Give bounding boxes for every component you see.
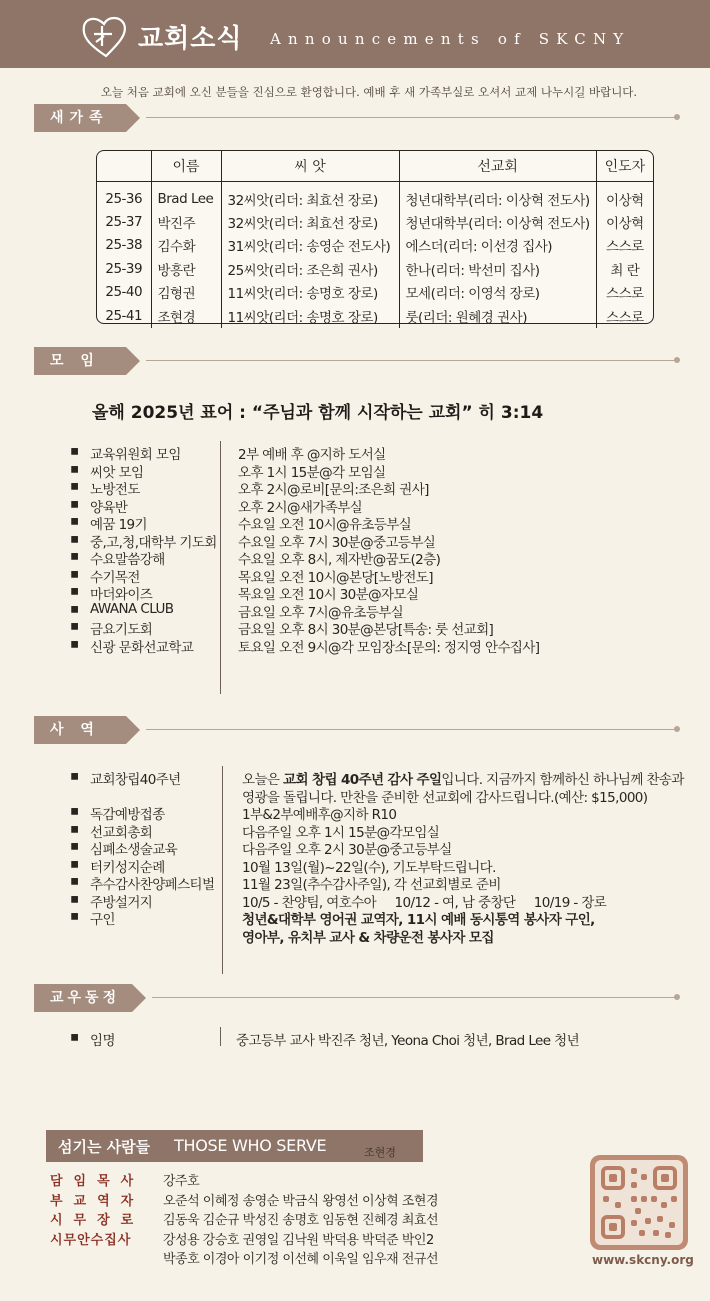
section-title: 새가족 (34, 104, 126, 132)
table-cell: 25-40 (105, 284, 143, 301)
serve-banner (46, 1130, 423, 1162)
list-item (70, 1029, 670, 1047)
table-cell: 이상혁 (596, 210, 653, 234)
year-motto: 올해 2025년 표어 : “주님과 함께 시작하는 교회” 히 3:14 (92, 403, 544, 423)
header-title: 교회소식 (138, 24, 243, 54)
list-item (70, 768, 684, 788)
bullet-icon: ▪ (70, 478, 79, 494)
header-banner (0, 0, 710, 68)
item-value: 다음주일 오후 1시 15분@각모임실 (242, 824, 440, 841)
list-item (70, 548, 630, 566)
qr-code[interactable] (590, 1155, 688, 1250)
table-cell: 11씨앗(리더: 송명호 장로) (221, 281, 399, 305)
divider (146, 729, 676, 730)
list-item (70, 838, 670, 856)
welcome-message: 오늘 처음 교회에 오신 분들을 진심으로 환영합니다. 예배 후 새 가족부실로 오셔서 교제 나누시길 바랍니다. (100, 85, 638, 99)
table-cell: 31씨앗(리더: 송영순 전도사) (221, 234, 399, 258)
bullet-icon: ▪ (70, 583, 79, 599)
list-item-continued (70, 926, 670, 944)
divider-dot (674, 357, 680, 363)
list-item (70, 891, 670, 909)
staff-names: 김동욱 김순규 박성진 송명호 임동현 진혜경 최효선 (163, 1213, 439, 1228)
list-item (70, 873, 670, 891)
table-cell: 11씨앗(리더: 송명호 장로) (221, 304, 399, 328)
column-header: 씨 앗 (221, 151, 399, 181)
header-subtitle: Announcements of SKCNY (270, 30, 631, 48)
section-ministry (34, 716, 682, 744)
item-value: 오후 1시 15분@각 모임실 (238, 464, 386, 481)
divider (146, 360, 676, 361)
section-news (34, 984, 682, 1012)
item-label: 교육위원회 모임 (90, 447, 181, 463)
table-cell: 25-39 (105, 260, 143, 277)
section-title: 모 임 (34, 347, 126, 375)
list-item (70, 443, 630, 461)
table-row (97, 234, 653, 258)
item-label: 교회창립40주년 (90, 772, 181, 788)
bullet-icon: ▪ (70, 495, 79, 512)
table-cell: 조현경 (151, 304, 221, 328)
table-cell: 25-36 (105, 190, 143, 207)
list-item-continued (70, 786, 670, 804)
bullet-icon: ▪ (70, 513, 79, 529)
new-family-table-box (96, 150, 654, 324)
column-header (97, 151, 151, 181)
table-cell: 25-38 (105, 237, 143, 254)
staff-role: 시무안수집사 (50, 1232, 132, 1248)
staff-role: 부교역자 (50, 1193, 145, 1209)
item-label: AWANA CLUB (90, 600, 174, 617)
list-item (70, 461, 630, 479)
table-row (97, 281, 653, 305)
divider-dot (674, 114, 680, 120)
item-value: 영광을 돌립니다. 만찬을 준비한 선교회에 감사드립니다.(예산: $15,000) (242, 789, 648, 806)
staff-names: 강성용 강승호 권영일 김낙원 박덕용 박덕준 박인2 (163, 1232, 434, 1248)
table-cell: 스스로 (596, 281, 653, 305)
bullet-icon: ▪ (70, 803, 79, 819)
list-item (70, 821, 670, 839)
section-gatherings (34, 347, 682, 375)
column-header: 선교회 (399, 151, 596, 181)
item-value: 중고등부 교사 박진주 청년, Yeona Choi 청년, Brad Lee 청년 (236, 1033, 580, 1049)
item-label: 구인 (90, 912, 115, 928)
anniv-text: 오늘은 (242, 772, 284, 788)
staff-role: 시무장로 (50, 1213, 145, 1228)
divider-dot (674, 726, 680, 732)
serve-author: 조현경 (364, 1146, 396, 1159)
list-item (70, 513, 630, 531)
section-new-family (34, 104, 682, 132)
item-label: 터키성지순례 (90, 859, 165, 876)
bullet-icon: ▪ (70, 565, 79, 582)
table-cell: Brad Lee (151, 181, 221, 210)
item-label: 임명 (90, 1033, 115, 1049)
staff-names: 박종호 이경아 이기정 이선혜 이욱일 임우재 전규선 (163, 1252, 439, 1267)
item-label: 중,고,청,대학부 기도회 (90, 534, 217, 551)
qr-code-icon (595, 1160, 683, 1245)
item-label: 추수감사찬양페스티벌 (90, 877, 215, 893)
bullet-icon: ▪ (70, 443, 79, 459)
item-value: 목요일 오전 10시 30분@자모실 (238, 587, 419, 603)
list-item (70, 478, 630, 496)
item-value: 10/5 - 찬양팀, 여호수아 10/12 - 여, 남 중창단 10/19 - 장로 (242, 894, 607, 911)
bullet-icon: ▪ (70, 635, 79, 652)
item-value: 다음주일 오후 2시 30분@중고등부실 (242, 842, 452, 858)
item-label: 양육반 (90, 499, 128, 516)
staff-names: 오준석 이혜정 송영순 박금식 왕영선 이상혁 조현경 (163, 1193, 439, 1209)
ministry-list (70, 768, 684, 946)
qr-pattern (595, 1160, 683, 1245)
bullet-icon: ▪ (70, 838, 79, 854)
item-label: 예꿈 19기 (90, 517, 147, 533)
item-value: 청년&대학부 영어권 교역자, 11시 예배 동시통역 봉사자 구인, (242, 912, 595, 928)
table-cell: 스스로 (596, 304, 653, 328)
table-cell: 김형권 (151, 281, 221, 305)
list-item (70, 803, 670, 821)
divider (146, 117, 676, 118)
website-link[interactable]: www.skcny.org (592, 1253, 694, 1267)
item-label: 금요기도회 (90, 622, 153, 638)
bullet-icon: ▪ (70, 460, 79, 477)
list-item (70, 496, 630, 514)
item-value: 11월 23일(추수감사주일), 각 선교회별로 준비 (242, 877, 501, 893)
staff-role: 담임목사 (50, 1174, 145, 1189)
item-value: 목요일 오전 10시@본당[노방전도] (238, 569, 433, 586)
list-item (70, 908, 670, 926)
section-title: 교우동정 (34, 984, 132, 1012)
bullet-icon: ▪ (70, 600, 79, 617)
column-header: 인도자 (596, 151, 653, 181)
table-cell: 이상혁 (596, 181, 653, 210)
item-value: 2부 예배 후 @지하 도서실 (238, 447, 386, 463)
bullet-icon: ▪ (70, 548, 79, 564)
table-cell: 모세(리더: 이영석 장로) (399, 281, 596, 305)
bullet-icon: ▪ (70, 873, 79, 889)
table-cell: 청년대학부(리더: 이상혁 전도사) (399, 181, 596, 210)
bullet-icon: ▪ (70, 820, 79, 837)
gatherings-list (70, 443, 630, 656)
column-header: 이름 (151, 151, 221, 181)
anniv-text: 입니다. 지금까지 함께하신 하나님께 찬송과 (441, 772, 684, 788)
item-value: 금요일 오후 7시@유초등부실 (238, 604, 404, 621)
bullet-icon: ▪ (70, 768, 79, 784)
table-cell: 스스로 (596, 234, 653, 258)
bullet-icon: ▪ (70, 1029, 79, 1045)
item-label: 수기목전 (90, 569, 140, 586)
bullet-icon: ▪ (70, 908, 79, 924)
item-value: 1부&2부예배후@지하 R10 (242, 807, 397, 823)
table-cell: 한나(리더: 박선미 집사) (399, 257, 596, 281)
table-cell: 청년대학부(리더: 이상혁 전도사) (399, 210, 596, 234)
bullet-icon: ▪ (70, 855, 79, 872)
section-title: 사 역 (34, 716, 126, 744)
list-item (70, 566, 630, 584)
table-cell: 최 란 (596, 257, 653, 281)
serve-title-english: THOSE WHO SERVE (174, 1136, 327, 1155)
item-label: 노방전도 (90, 482, 140, 498)
table-cell: 25-37 (105, 213, 143, 230)
item-label: 수요말씀강해 (90, 552, 165, 568)
list-item (70, 531, 630, 549)
table-row (97, 304, 653, 328)
item-value: 오후 2시@새가족부실 (238, 499, 363, 516)
anniv-highlight: 교회 창립 40주년 감사 주일 (283, 772, 442, 788)
divider-dot (674, 994, 680, 1000)
item-value: 금요일 오후 8시 30분@본당[특송: 룻 선교회] (238, 622, 494, 638)
table-cell: 에스더(리더: 이선경 집사) (399, 234, 596, 258)
table-cell: 김수화 (151, 234, 221, 258)
list-item (70, 583, 630, 601)
table-row (97, 181, 653, 210)
item-value: 영아부, 유치부 교사 & 차량운전 봉사자 모집 (242, 929, 494, 946)
table-cell: 룻(리더: 원혜경 권사) (399, 304, 596, 328)
list-item (70, 856, 670, 874)
table-cell: 32씨앗(리더: 최효선 장로) (221, 181, 399, 210)
list-item (70, 618, 630, 636)
bullet-icon: ▪ (70, 530, 79, 547)
item-label: 독감예방접종 (90, 807, 165, 823)
church-logo-icon (78, 12, 134, 60)
bullet-icon: ▪ (70, 890, 79, 907)
bullet-icon: ▪ (70, 618, 79, 634)
item-value: 10월 13일(월)~22일(수), 기도부탁드립니다. (242, 859, 496, 876)
item-label: 심폐소생술교육 (90, 842, 178, 858)
item-value: 수요일 오후 8시, 제자반@꿈도(2층) (238, 552, 441, 568)
item-value: 토요일 오전 9시@각 모임장소[문의: 정지영 안수집사] (238, 639, 540, 656)
list-item (70, 636, 630, 654)
new-family-table (97, 151, 653, 328)
item-label: 마더와이즈 (90, 587, 153, 603)
divider (152, 997, 676, 998)
item-label: 주방설거지 (90, 894, 153, 911)
table-row (97, 257, 653, 281)
table-cell: 25-41 (105, 307, 143, 324)
list-item (70, 601, 630, 619)
item-value: 오후 2시@로비[문의:조은희 권사] (238, 482, 429, 498)
item-label: 씨앗 모임 (90, 464, 144, 481)
item-label: 선교회총회 (90, 824, 153, 841)
table-cell: 박진주 (151, 210, 221, 234)
item-value: 수요일 오후 7시 30분@중고등부실 (238, 534, 436, 551)
table-cell: 방흥란 (151, 257, 221, 281)
item-label: 신광 문화선교학교 (90, 639, 194, 656)
serve-title: 섬기는 사람들 (58, 1138, 151, 1156)
table-cell: 25씨앗(리더: 조은희 권사) (221, 257, 399, 281)
table-cell: 32씨앗(리더: 최효선 장로) (221, 210, 399, 234)
item-value: 수요일 오전 10시@유초등부실 (238, 517, 412, 533)
staff-names: 강주호 (163, 1174, 200, 1189)
table-header-row (97, 151, 653, 181)
table-row (97, 210, 653, 234)
news-list (70, 1029, 670, 1047)
